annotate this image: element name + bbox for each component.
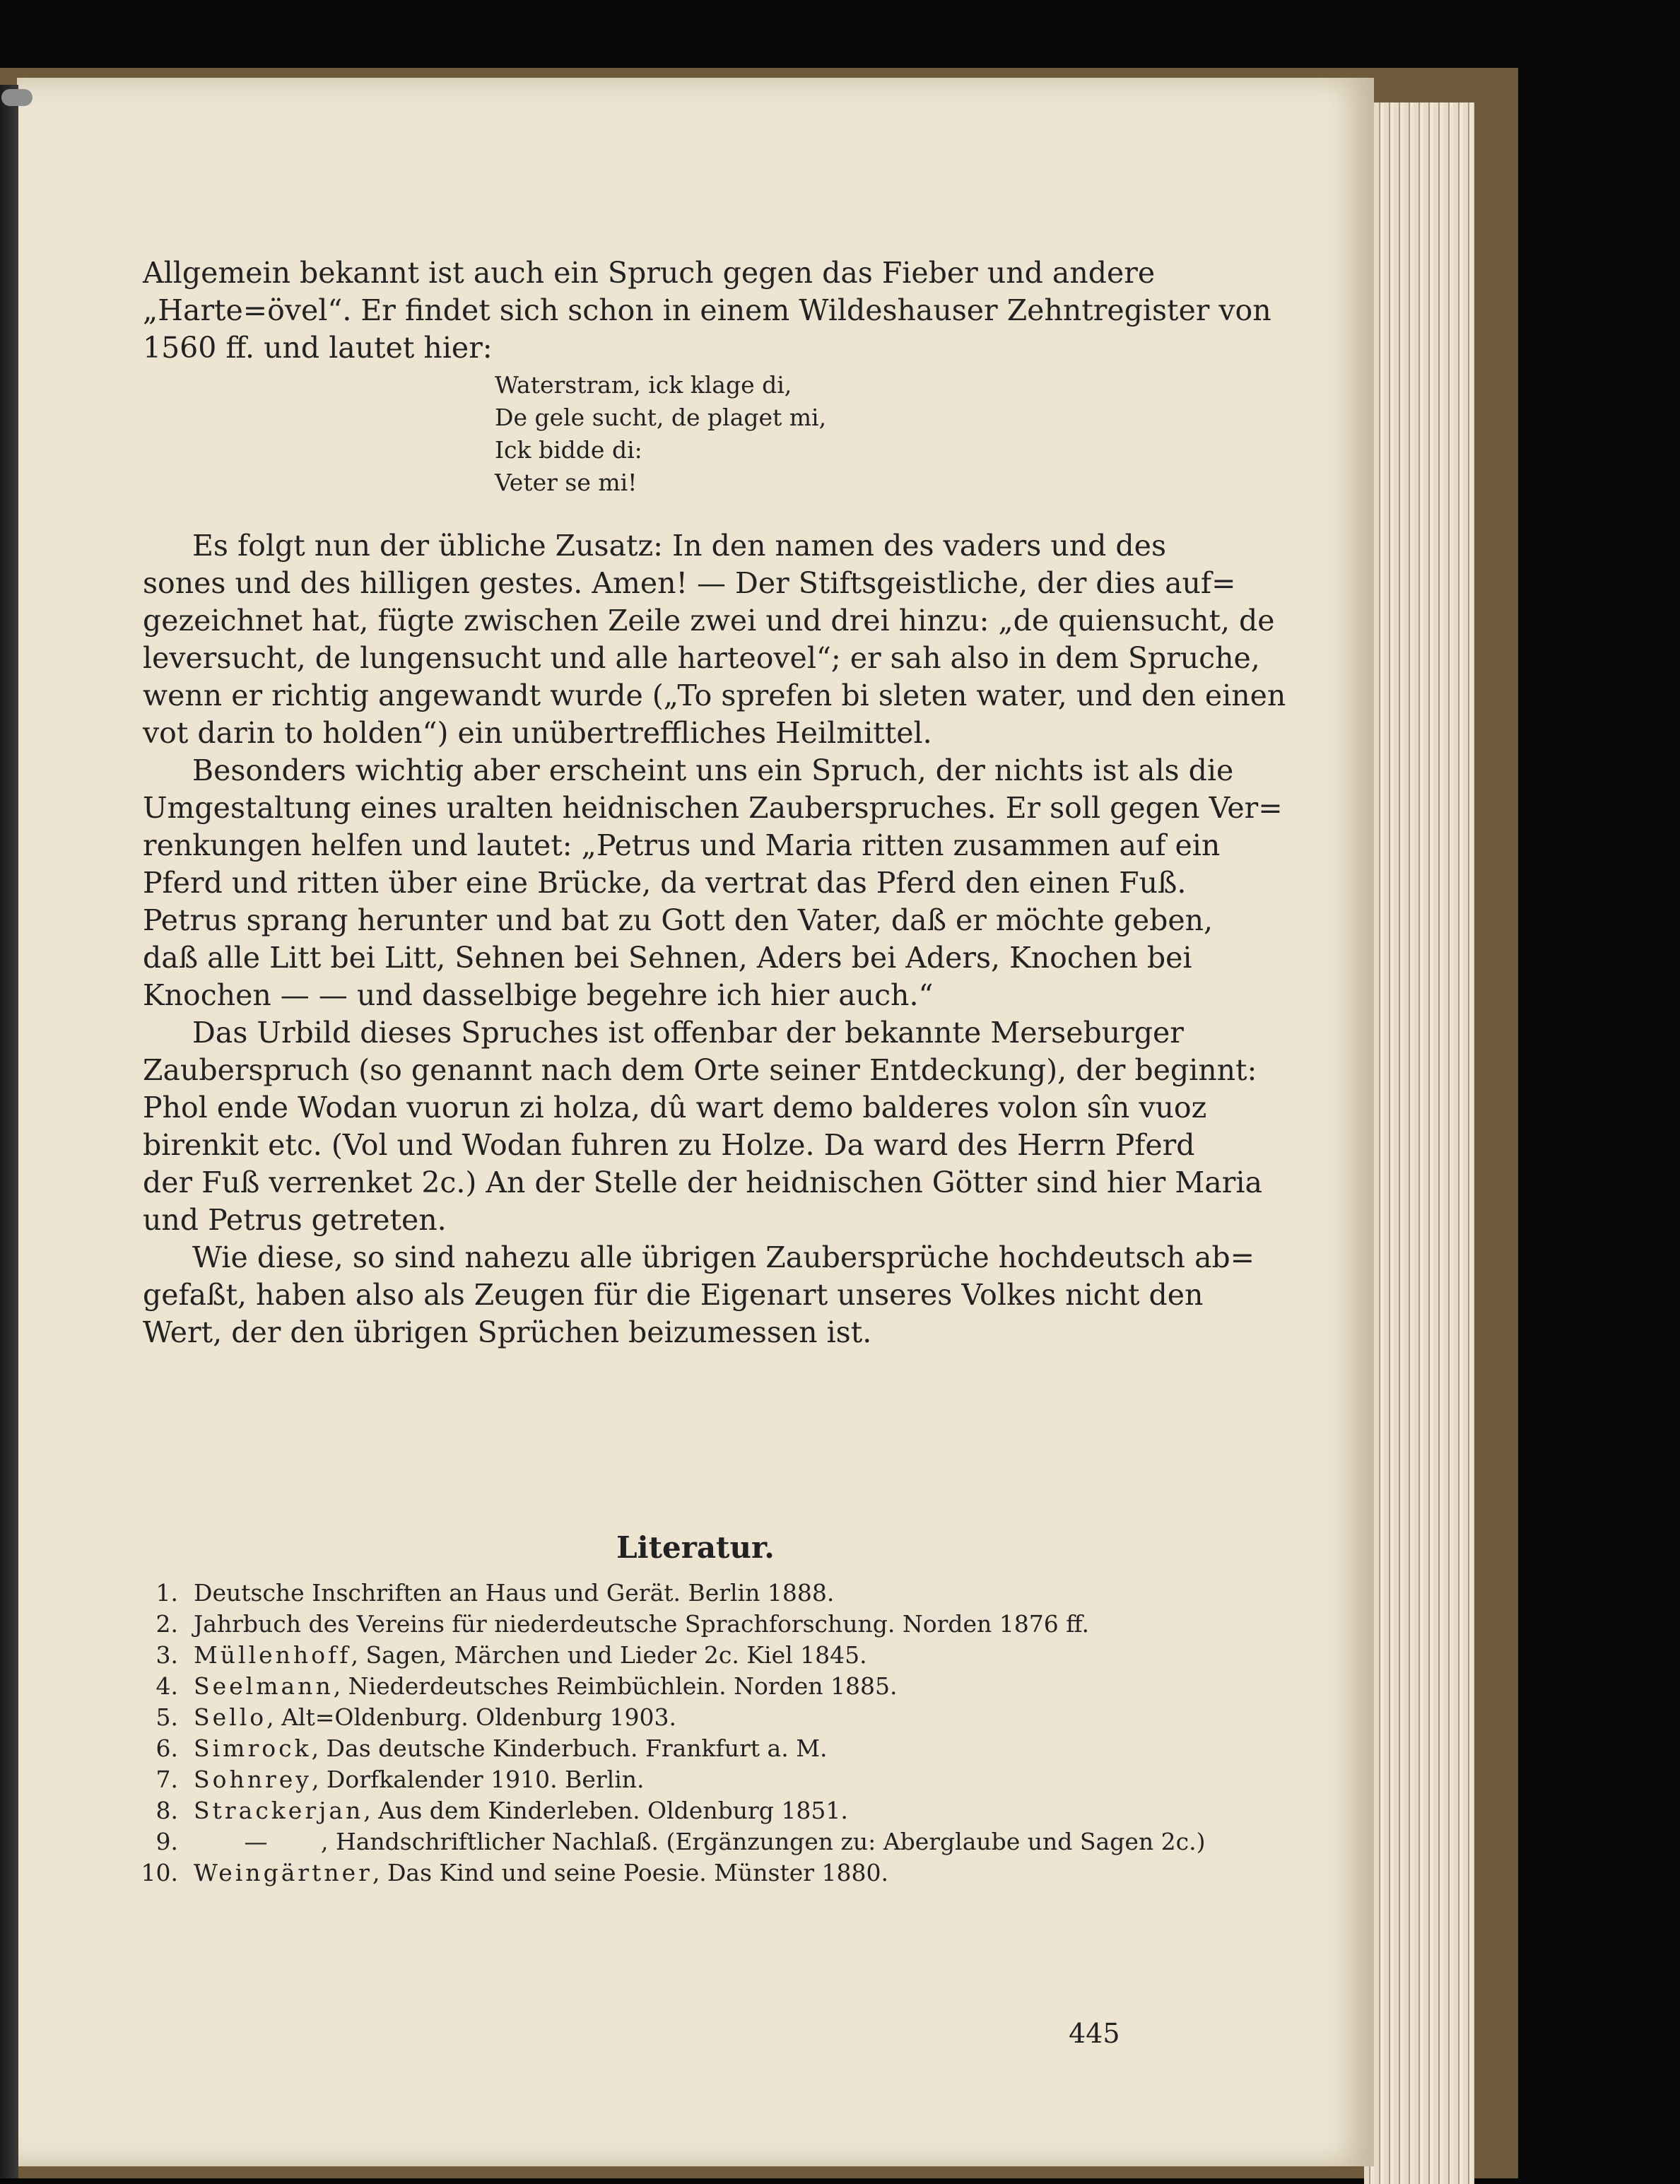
text-line: 1560 ff. und lautet hier: <box>143 331 493 365</box>
book-page <box>17 78 1374 2166</box>
literature-item <box>123 1857 1183 1889</box>
text-line: Zauberspruch (so genannt nach dem Orte seiner Entdeckung), der beginnt: <box>143 1053 1257 1087</box>
text-line: daß alle Litt bei Litt, Sehnen bei Sehnen, Aders bei Aders, Knochen bei <box>143 941 1192 975</box>
text-line: sones und des hilligen gestes. Amen! — Der Stiftsgeistliche, der dies auf= <box>143 566 1236 600</box>
literature-item-author: — <box>244 1828 271 1855</box>
text-line: „Harte=övel“. Er findet sich schon in einem Wildeshauser Zehntregister von <box>143 293 1271 327</box>
literature-item <box>123 1826 1206 1857</box>
literature-item-text: , Alt=Oldenburg. Oldenburg 1903. <box>266 1703 676 1731</box>
text-line: renkungen helfen und lautet: „Petrus und Maria ritten zusammen auf ein <box>143 828 1221 862</box>
verse-line: Ick bidde di: <box>495 436 642 464</box>
literature-item-text: Jahrbuch des Vereins für niederdeutsche Sprachforschung. Norden 1876 ff. <box>194 1610 1090 1638</box>
literature-item-number: 8. <box>155 1797 178 1824</box>
literature-item-author: Seelmann <box>194 1672 334 1700</box>
book-spine <box>0 85 18 2178</box>
literature-item-number: 5. <box>155 1703 178 1731</box>
text-line: Besonders wichtig aber erscheint uns ein Spruch, der nichts ist als die <box>192 753 1234 787</box>
literature-item-number: 4. <box>155 1672 178 1700</box>
literature-item-text: , Das deutsche Kinderbuch. Frankfurt a. M. <box>311 1734 828 1762</box>
binding-ring <box>1 89 33 106</box>
literature-item-text: , Sagen, Märchen und Lieder 2c. Kiel 1845. <box>351 1641 867 1669</box>
literature-item-text: , Niederdeutsches Reimbüchlein. Norden 1885. <box>333 1672 898 1700</box>
literature-item-text: , Aus dem Kinderleben. Oldenburg 1851. <box>363 1797 848 1824</box>
text-line: wenn er richtig angewandt wurde („To sprefen bi sleten water, und den einen <box>143 679 1286 712</box>
text-line: Wert, der den übrigen Sprüchen beizumessen ist. <box>143 1315 872 1349</box>
text-line: Das Urbild dieses Spruches ist offenbar der bekannte Merseburger <box>192 1016 1184 1050</box>
text-line: gezeichnet hat, fügte zwischen Zeile zwei und drei hinzu: „de quiensucht, de <box>143 604 1275 638</box>
literature-item <box>123 1733 1183 1764</box>
literature-item <box>123 1640 1183 1671</box>
text-line: birenkit etc. (Vol und Wodan fuhren zu Holze. Da ward des Herrn Pferd <box>143 1128 1195 1162</box>
literature-item <box>123 1702 1183 1733</box>
text-line: und Petrus getreten. <box>143 1203 447 1237</box>
page-edges <box>1364 102 1474 2184</box>
text-line: Umgestaltung eines uralten heidnischen Zauberspruches. Er soll gegen Ver= <box>143 791 1283 825</box>
text-line: leversucht, de lungensucht und alle harteovel“; er sah also in dem Spruche, <box>143 641 1260 675</box>
verse-line: Waterstram, ick klage di, <box>495 371 792 399</box>
literature-item-number: 3. <box>155 1641 178 1669</box>
literature-item-number: 7. <box>155 1766 178 1793</box>
text-line: Knochen — — und dasselbige begehre ich hier auch.“ <box>143 978 934 1012</box>
literature-title: Literatur. <box>616 1530 775 1565</box>
literature-item-text: , Das Kind und seine Poesie. Münster 1880. <box>372 1859 889 1886</box>
literature-item-author: Sohnrey <box>194 1766 312 1793</box>
literature-item-number: 1. <box>155 1579 178 1607</box>
text-line: Petrus sprang herunter und bat zu Gott den Vater, daß er möchte geben, <box>143 903 1214 937</box>
literature-item-author: Müllenhoff <box>194 1641 351 1669</box>
literature-item-author: Strackerjan <box>194 1797 364 1824</box>
page-number: 445 <box>1069 2018 1120 2049</box>
verse-line: Veter se mi! <box>495 469 638 496</box>
verse-line: De gele sucht, de plaget mi, <box>495 404 827 431</box>
text-line: vot darin to holden“) ein unübertreffliches Heilmittel. <box>143 716 932 750</box>
literature-item <box>123 1671 1183 1702</box>
literature-item <box>123 1609 1183 1640</box>
text-line: der Fuß verrenket 2c.) An der Stelle der heidnischen Götter sind hier Maria <box>143 1166 1262 1199</box>
literature-item-number: 6. <box>155 1734 178 1762</box>
literature-item-text: , Dorfkalender 1910. Berlin. <box>311 1766 645 1793</box>
literature-item-number: 9. <box>155 1828 178 1855</box>
literature-item-text: , Handschriftlicher Nachlaß. (Ergänzungen zu: Aberglaube und Sagen 2c.) <box>321 1828 1206 1855</box>
literature-item <box>123 1795 1183 1826</box>
literature-item <box>123 1764 1183 1795</box>
text-line: Wie diese, so sind nahezu alle übrigen Zaubersprüche hochdeutsch ab= <box>192 1240 1255 1274</box>
text-line: Allgemein bekannt ist auch ein Spruch gegen das Fieber und andere <box>143 256 1156 290</box>
literature-item <box>123 1578 1183 1609</box>
literature-item-author: Sello <box>194 1703 267 1731</box>
text-line: Es folgt nun der übliche Zusatz: In den namen des vaders und des <box>192 529 1166 563</box>
text-line: Pferd und ritten über eine Brücke, da vertrat das Pferd den einen Fuß. <box>143 866 1187 900</box>
text-line: Phol ende Wodan vuorun zi holza, dû wart demo balderes volon sîn vuoz <box>143 1091 1207 1125</box>
literature-item-text: Deutsche Inschriften an Haus und Gerät. Berlin 1888. <box>194 1579 835 1607</box>
literature-item-author: Weingärtner <box>194 1859 372 1886</box>
literature-item-author: Simrock <box>194 1734 312 1762</box>
literature-item-number: 2. <box>155 1610 178 1638</box>
literature-item-number: 10. <box>141 1859 178 1886</box>
text-line: gefaßt, haben also als Zeugen für die Eigenart unseres Volkes nicht den <box>143 1278 1204 1312</box>
